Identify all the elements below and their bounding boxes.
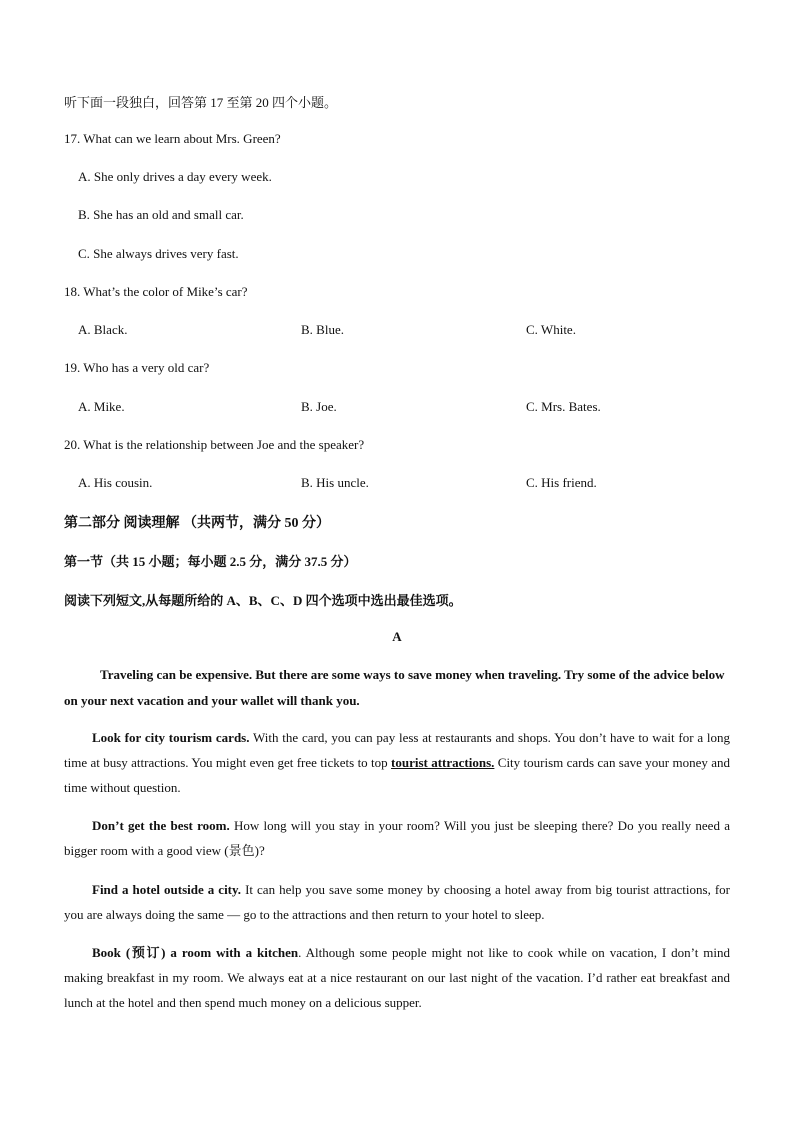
paragraph-1-text-after: City tourism cards can save your money and time without question. (64, 755, 730, 795)
passage-paragraph-2 (64, 813, 730, 863)
passage-paragraph-1 (64, 725, 730, 800)
passage-paragraph-4 (64, 940, 730, 1015)
passage-intro: Traveling can be expensive. But there are some ways to save money when traveling. Try some of the advice below on your next vacation and your wallet will thank you. (64, 667, 725, 708)
paragraph-3-lead: Find a hotel outside a city. (92, 882, 242, 897)
paragraph-1-lead: Look for city tourism cards. (92, 730, 250, 745)
paragraph-2-lead: Don’t get the best room. (92, 818, 230, 833)
reading-part-title: 第二部分 阅读理解 （共两节，满分 50 分） (64, 516, 330, 531)
question-18-option-a: A. Black. (78, 322, 128, 337)
passage-label: A (392, 629, 402, 644)
paragraph-4-text: . Although some people might not like to cook while on vacation, I don’t mind making breakfast in my room. We always eat at a nice restaurant on our last night of the vacation. I’d rather eat breakfast and lunch at the hotel and then spend much money on a delicious supper. (64, 945, 731, 1010)
question-19-stem: 19. Who has a very old car? (64, 360, 210, 375)
question-18-option-b: B. Blue. (301, 322, 344, 337)
paragraph-4-lead: Book (预订) a room with a kitchen (92, 945, 299, 960)
question-20-option-a: A. His cousin. (78, 475, 153, 490)
question-20-stem: 20. What is the relationship between Joe and the speaker? (64, 437, 365, 452)
passage-paragraph-3 (64, 877, 730, 927)
question-20-option-b: B. His uncle. (301, 475, 369, 490)
question-17-option-b: B. She has an old and small car. (78, 207, 244, 222)
paragraph-2-text: How long will you stay in your room? Will you just be sleeping there? Do you really need a bigger room with a good view (景色)? (64, 818, 730, 858)
underlined-phrase: tourist attractions. (391, 755, 495, 770)
question-19-option-a: A. Mike. (78, 399, 125, 414)
listening-instruction: 听下面一段独白，回答第 17 至第 20 四个小题。 (64, 95, 338, 110)
reading-section-title: 第一节（共 15 小题；每小题 2.5 分，满分 37.5 分） (64, 554, 357, 569)
question-19-option-c: C. Mrs. Bates. (526, 399, 601, 414)
question-18-option-c: C. White. (526, 322, 576, 337)
paragraph-3-text: It can help you save some money by choosing a hotel away from big tourist attractions, for you are always doing the same — go to the attractions and then return to your hotel to sleep. (64, 882, 730, 922)
question-17-stem: 17. What can we learn about Mrs. Green? (64, 131, 281, 146)
reading-instruction: 阅读下列短文,从每题所给的 A、B、C、D 四个选项中选出最佳选项。 (64, 593, 462, 608)
question-17-option-a: A. She only drives a day every week. (78, 169, 272, 184)
paragraph-1-text-before: With the card, you can pay less at restaurants and shops. You don’t have to wait for a long time at busy attractions. You might even get free tickets to top (64, 730, 731, 770)
question-18-stem: 18. What’s the color of Mike’s car? (64, 284, 248, 299)
question-20-option-c: C. His friend. (526, 475, 597, 490)
question-19-option-b: B. Joe. (301, 399, 337, 414)
question-17-option-c: C. She always drives very fast. (78, 246, 239, 261)
